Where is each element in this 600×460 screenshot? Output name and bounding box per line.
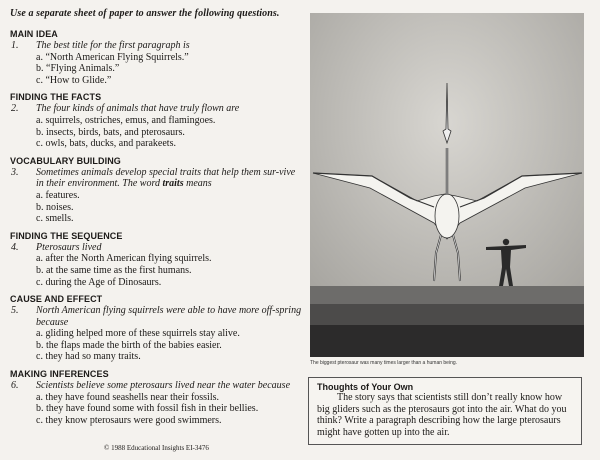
option-a: a. features. — [36, 189, 80, 201]
option-b: b. “Flying Animals.” — [36, 63, 120, 75]
section-finding-facts — [8, 92, 304, 149]
section-heading: FINDING THE SEQUENCE — [10, 230, 123, 241]
section-cause-effect — [8, 294, 304, 363]
section-heading: FINDING THE FACTS — [10, 92, 102, 103]
question-text — [36, 167, 304, 190]
vocab-word: traits — [162, 178, 184, 190]
option-b: b. insects, birds, bats, and pterosaurs. — [36, 126, 185, 138]
question-5 — [8, 305, 304, 363]
question-number: 4. — [11, 241, 19, 253]
question-2 — [8, 103, 304, 149]
option-b: b. the flaps made the birth of the babies easier. — [36, 339, 222, 351]
option-c: c. they know pterosaurs were good swimmers. — [36, 414, 222, 426]
option-a: a. they have found seashells near their fossils. — [36, 391, 220, 403]
question-4 — [8, 242, 304, 288]
option-c: c. during the Age of Dinosaurs. — [36, 276, 162, 288]
option-b: b. at the same time as the first humans. — [36, 264, 192, 276]
option-a: a. squirrels, ostriches, emus, and flamingoes. — [36, 114, 216, 126]
question-number: 1. — [11, 40, 19, 51]
option-b: b. noises. — [36, 201, 74, 213]
option-a: a. gliding helped more of these squirrels stay alive. — [36, 328, 240, 340]
option-a: a. “North American Flying Squirrels.” — [36, 51, 189, 63]
question-number: 5. — [11, 305, 19, 317]
questions-column — [8, 8, 304, 426]
pterosaur-human-figure-icon — [310, 13, 584, 357]
section-heading: CAUSE AND EFFECT — [10, 294, 103, 305]
option-c: c. they had so many traits. — [36, 351, 141, 363]
question-text: Scientists believe some pterosaurs lived near the water because — [36, 380, 291, 392]
section-vocabulary — [8, 156, 304, 225]
question-text: Pterosaurs lived — [36, 241, 102, 253]
option-a: a. after the North American flying squirrels. — [36, 253, 212, 265]
option-c: c. smells. — [36, 213, 74, 225]
question-text: The best title for the first paragraph is — [36, 40, 190, 51]
question-text: North American flying squirrels were able to have more off-spring because — [36, 305, 302, 328]
pterosaur-illustration — [310, 13, 584, 357]
section-inferences — [8, 369, 304, 426]
question-number: 2. — [11, 103, 19, 115]
question-1 — [8, 40, 304, 86]
section-heading: VOCABULARY BUILDING — [10, 155, 121, 166]
option-c: c. “How to Glide.” — [36, 74, 112, 86]
thoughts-title: Thoughts of Your Own — [317, 382, 414, 392]
thoughts-body: The story says that scientists still don’t really know how big gliders such as the pterosaurs got into the air. What do you think? Write a paragraph describing how the large pterosaurs might have gotten up into the air. — [317, 392, 567, 438]
section-main-idea — [8, 29, 304, 86]
option-b: b. they have found some with fossil fish in their bellies. — [36, 403, 259, 415]
question-text-post: means — [183, 178, 212, 190]
option-c: c. owls, bats, ducks, and parakeets. — [36, 138, 176, 150]
question-number: 3. — [11, 166, 19, 178]
illustration-caption: The biggest pterosaur was many times larger than a human being. — [310, 360, 458, 366]
question-6 — [8, 380, 304, 426]
section-heading: MAIN IDEA — [10, 29, 58, 39]
section-sequence — [8, 231, 304, 288]
instructions: Use a separate sheet of paper to answer the following questions. — [10, 8, 280, 19]
thoughts-box — [308, 377, 582, 445]
question-text-pre: Sometimes animals develop special traits that help them sur-vive in their environment. The word — [36, 166, 296, 190]
question-3 — [8, 167, 304, 225]
question-text: The four kinds of animals that have truly flown are — [36, 103, 240, 115]
copyright: © 1988 Educational Insights EI-3476 — [104, 444, 209, 452]
section-heading: MAKING INFERENCES — [10, 369, 109, 380]
question-number: 6. — [11, 380, 19, 392]
